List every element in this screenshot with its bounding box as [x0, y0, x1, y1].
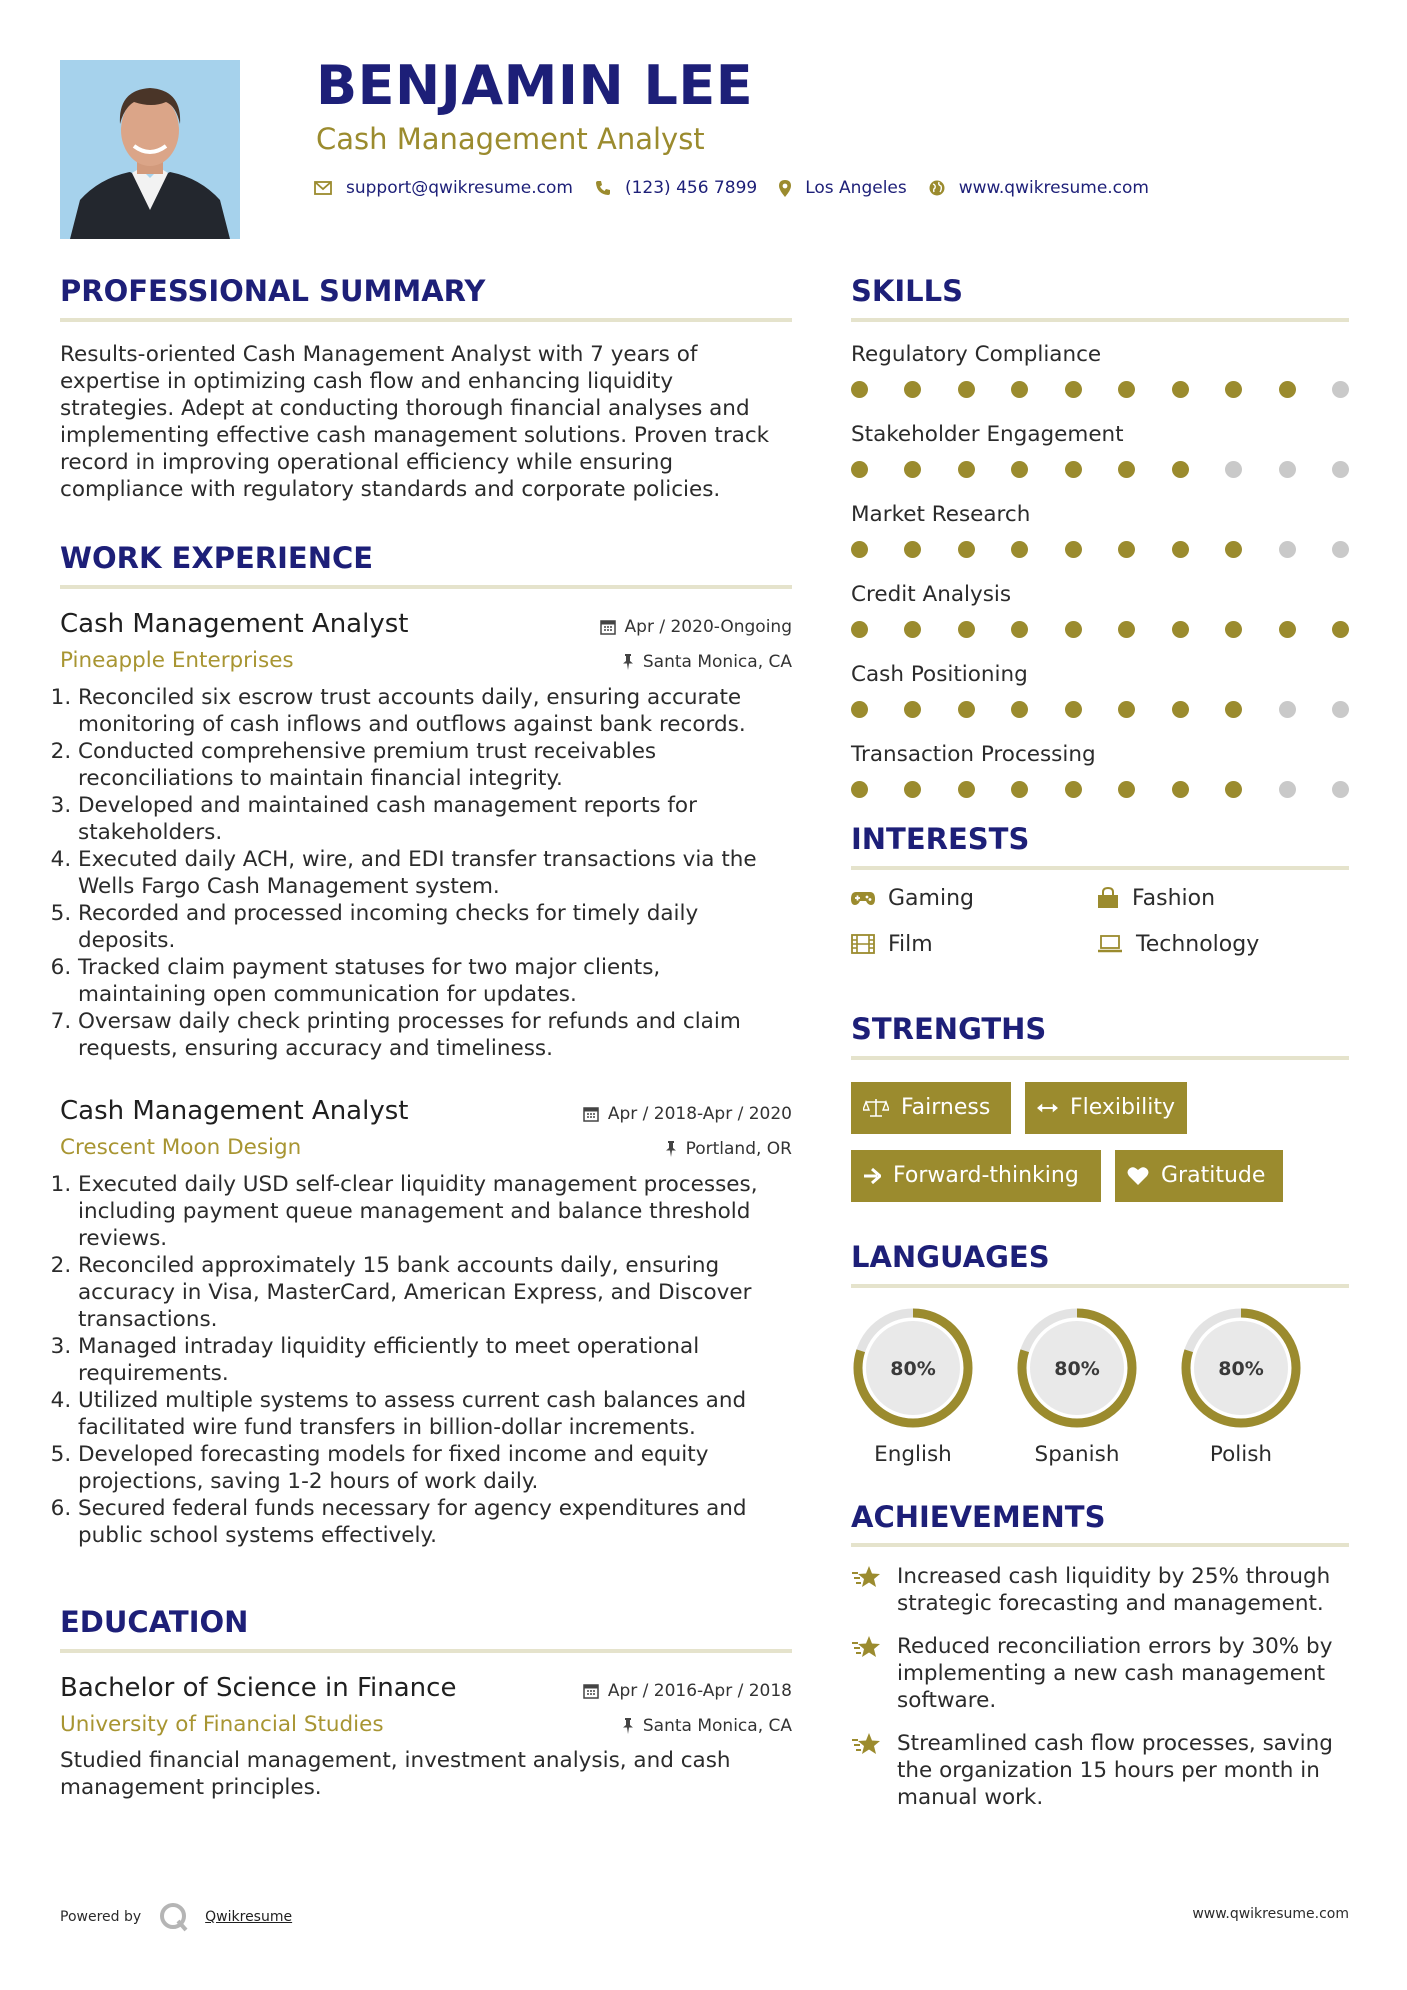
rating-dot: [1118, 381, 1135, 398]
list-item: 1. Executed daily USD self-clear liquidity management processes, including payment queue management and balance threshold reviews.: [78, 1171, 792, 1252]
rating-dot: [1172, 461, 1189, 478]
list-item: 4. Executed daily ACH, wire, and EDI transfer transactions via the Wells Fargo Cash Management system.: [78, 846, 792, 900]
skills-section: [851, 276, 1349, 798]
job-title: Cash Management Analyst: [60, 1095, 409, 1126]
skill-rating: [851, 701, 1349, 718]
contact-email[interactable]: [314, 178, 573, 198]
experience-section: [60, 540, 792, 1549]
strength-tag: [1115, 1150, 1283, 1202]
rating-dot: [1065, 541, 1082, 558]
language-name: Polish: [1209, 1441, 1273, 1467]
job-location-text: Santa Monica, CA: [642, 651, 792, 672]
left-column: [60, 276, 792, 1801]
job-date-text: Apr / 2020-Ongoing: [624, 616, 792, 637]
rating-dot: [851, 461, 868, 478]
rating-dot: [904, 701, 921, 718]
contact-phone-text: (123) 456 7899: [624, 178, 758, 198]
list-item: 3. Developed and maintained cash management reports for stakeholders.: [78, 792, 792, 846]
contact-website[interactable]: [929, 178, 1149, 198]
rating-dot: [1332, 781, 1349, 798]
calendar-icon: [583, 1106, 599, 1122]
rating-dot: [1279, 621, 1296, 638]
footer-website[interactable]: www.qwikresume.com: [1192, 1906, 1349, 1922]
skills-list: [851, 342, 1349, 798]
achievements-list: [851, 1563, 1349, 1811]
rating-dot: [1225, 701, 1242, 718]
rating-dot: [1065, 701, 1082, 718]
profile-photo: [60, 60, 240, 239]
strength-label: Gratitude: [1161, 1163, 1266, 1189]
calendar-icon: [583, 1683, 599, 1699]
skill-name: Regulatory Compliance: [851, 341, 1102, 367]
rating-dot: [1279, 701, 1296, 718]
experience-heading: WORK EXPERIENCE: [60, 543, 792, 589]
rating-dot: [1332, 701, 1349, 718]
rating-dot: [1172, 701, 1189, 718]
list-item: 1. Reconciled six escrow trust accounts daily, ensuring accurate monitoring of cash inflows and outflows against bank records.: [78, 684, 792, 738]
rating-dot: [1011, 461, 1028, 478]
rating-dot: [1065, 461, 1082, 478]
job-location: [665, 1139, 792, 1159]
job-date: [583, 1104, 792, 1124]
rating-dot: [1172, 781, 1189, 798]
list-item: 7. Oversaw daily check printing processes for refunds and claim requests, ensuring accuracy and timeliness.: [78, 1008, 792, 1062]
job-title: Cash Management Analyst: [60, 608, 409, 639]
strength-label: Fairness: [901, 1095, 991, 1121]
rating-dot: [1332, 381, 1349, 398]
rating-dot: [958, 541, 975, 558]
phone-icon: [595, 180, 611, 196]
envelope-icon: [314, 181, 332, 195]
skill-name: Transaction Processing: [851, 741, 1096, 767]
rating-dot: [1225, 461, 1242, 478]
interest-label: Film: [888, 931, 933, 957]
list-item: 4. Utilized multiple systems to assess current cash balances and facilitated wire fund transfers in billion-dollar increments.: [78, 1387, 792, 1441]
list-item: 6. Secured federal funds necessary for agency expenditures and public school systems effectively.: [78, 1495, 792, 1549]
rating-dot: [1011, 381, 1028, 398]
language-name: Spanish: [1034, 1441, 1120, 1467]
rating-dot: [1011, 781, 1028, 798]
rating-dot: [1279, 461, 1296, 478]
rating-dot: [851, 781, 868, 798]
pushpin-icon: [622, 1718, 634, 1734]
rating-dot: [1118, 621, 1135, 638]
achievements-section: [851, 1499, 1349, 1812]
skill-rating: [851, 461, 1349, 478]
rating-dot: [1225, 541, 1242, 558]
strengths-heading: STRENGTHS: [851, 1014, 1349, 1060]
map-pin-icon: [779, 180, 791, 197]
rating-dot: [851, 701, 868, 718]
list-item: 5. Recorded and processed incoming checks for timely daily deposits.: [78, 900, 792, 954]
interest-label: Gaming: [888, 885, 974, 911]
rating-dot: [904, 381, 921, 398]
language-name: English: [874, 1441, 952, 1467]
education-description: Studied financial management, investment analysis, and cash management principles.: [60, 1747, 731, 1800]
balance-scale-icon: [863, 1098, 889, 1118]
rating-dot: [958, 381, 975, 398]
job-company: Crescent Moon Design: [60, 1134, 302, 1160]
rating-dot: [1225, 381, 1242, 398]
education-location-text: Santa Monica, CA: [642, 1715, 792, 1736]
list-item: 2. Reconciled approximately 15 bank accounts daily, ensuring accuracy in Visa, MasterCard, American Express, and Discover transactions.: [78, 1252, 792, 1333]
summary-text: Results-oriented Cash Management Analyst with 7 years of expertise in optimizing cash flow and enhancing liquidity strategies. Adept at conducting thorough financial analyses and implementing effective cash management solutions. Proven track record in improving operational efficiency while ensuring compliance with regulatory standards and corporate policies.: [60, 341, 770, 502]
achievement-item: [851, 1730, 1349, 1811]
summary-section: [60, 276, 792, 503]
rating-dot: [1279, 781, 1296, 798]
languages-section: [851, 1239, 1349, 1476]
list-item: 6. Tracked claim payment statuses for two major clients, maintaining open communication for updates.: [78, 954, 792, 1008]
job-entry: [60, 609, 792, 1062]
education-heading: EDUCATION: [60, 1607, 792, 1653]
star-rating-icon: [851, 1565, 883, 1589]
gamepad-icon: [851, 890, 875, 906]
strength-tag: [1025, 1082, 1187, 1134]
contact-email-text: support@qwikresume.com: [346, 178, 573, 198]
candidate-name: BENJAMIN LEE: [316, 54, 754, 117]
language-item: [1015, 1306, 1139, 1467]
skills-heading: SKILLS: [851, 276, 1349, 322]
strength-label: Flexibility: [1070, 1095, 1175, 1121]
rating-dot: [1118, 781, 1135, 798]
right-column: [851, 276, 1349, 1811]
rating-dot: [1332, 621, 1349, 638]
language-ring: [1179, 1306, 1303, 1430]
star-rating-icon: [851, 1732, 883, 1756]
interests-section: [851, 821, 1349, 986]
strength-tag: [851, 1150, 1101, 1202]
rating-dot: [904, 621, 921, 638]
interests-list: [851, 886, 1349, 986]
rating-dot: [1172, 381, 1189, 398]
language-item: [1179, 1306, 1303, 1467]
strengths-list: [851, 1082, 1349, 1232]
interest-item: [851, 932, 933, 957]
rating-dot: [1118, 541, 1135, 558]
candidate-title: Cash Management Analyst: [316, 122, 705, 156]
rating-dot: [1225, 781, 1242, 798]
strengths-section: [851, 1011, 1349, 1232]
rating-dot: [1172, 621, 1189, 638]
rating-dot: [1065, 621, 1082, 638]
list-item: 2. Conducted comprehensive premium trust receivables reconciliations to maintain financial integrity.: [78, 738, 792, 792]
achievement-item: [851, 1633, 1349, 1714]
rating-dot: [958, 781, 975, 798]
rating-dot: [851, 541, 868, 558]
powered-by-label: Powered by: [60, 1909, 142, 1925]
interest-item: [851, 886, 974, 911]
education-section: [60, 1604, 792, 1801]
contact-bar: [314, 178, 1171, 198]
contact-website-text: www.qwikresume.com: [958, 178, 1149, 198]
skill-rating: [851, 781, 1349, 798]
language-percent: 80%: [1218, 1357, 1264, 1380]
achievements-heading: ACHIEVEMENTS: [851, 1502, 1349, 1548]
interest-item: [1097, 932, 1259, 957]
language-percent: 80%: [890, 1357, 936, 1380]
school-name: University of Financial Studies: [60, 1711, 384, 1737]
rating-dot: [958, 621, 975, 638]
languages-list: [851, 1306, 1349, 1476]
job-company: Pineapple Enterprises: [60, 647, 294, 673]
heart-icon: [1127, 1166, 1149, 1186]
education-location: [622, 1716, 792, 1736]
job-bullets: [60, 684, 792, 1062]
skill-name: Credit Analysis: [851, 581, 1012, 607]
degree-title: Bachelor of Science in Finance: [60, 1672, 457, 1703]
contact-location: [779, 178, 907, 198]
rating-dot: [1279, 381, 1296, 398]
rating-dot: [1011, 621, 1028, 638]
skill-name: Stakeholder Engagement: [851, 421, 1124, 447]
skill-name: Cash Positioning: [851, 661, 1028, 687]
strength-tag: [851, 1082, 1011, 1134]
rating-dot: [1118, 461, 1135, 478]
rating-dot: [851, 381, 868, 398]
rating-dot: [1011, 701, 1028, 718]
pushpin-icon: [665, 1141, 677, 1157]
arrow-right-icon: [863, 1167, 881, 1185]
rating-dot: [958, 701, 975, 718]
rating-dot: [1011, 541, 1028, 558]
film-icon: [851, 934, 875, 954]
job-location: [622, 652, 792, 672]
interest-label: Fashion: [1132, 885, 1216, 911]
rating-dot: [1225, 621, 1242, 638]
rating-dot: [1332, 461, 1349, 478]
interest-label: Technology: [1136, 931, 1260, 957]
language-ring: [851, 1306, 975, 1430]
rating-dot: [958, 461, 975, 478]
job-location-text: Portland, OR: [685, 1138, 792, 1159]
footer-powered-by: [60, 1902, 292, 1932]
rating-dot: [1065, 381, 1082, 398]
globe-icon: [929, 180, 945, 196]
interests-heading: INTERESTS: [851, 824, 1349, 870]
laptop-icon: [1097, 935, 1123, 953]
qwikresume-link[interactable]: Qwikresume: [205, 1909, 293, 1925]
interest-item: [1097, 886, 1215, 911]
arrows-horizontal-icon: [1037, 1101, 1058, 1115]
rating-dot: [904, 461, 921, 478]
list-item: 5. Developed forecasting models for fixed income and equity projections, saving 1-2 hours of work daily.: [78, 1441, 792, 1495]
shopping-bag-icon: [1097, 887, 1119, 909]
contact-phone[interactable]: [595, 178, 757, 198]
achievement-text: Increased cash liquidity by 25% through strategic forecasting and management.: [897, 1564, 1331, 1617]
language-ring: [1015, 1306, 1139, 1430]
skill-rating: [851, 381, 1349, 398]
rating-dot: [1332, 541, 1349, 558]
job-date: [600, 617, 792, 637]
rating-dot: [851, 621, 868, 638]
rating-dot: [1279, 541, 1296, 558]
pushpin-icon: [622, 654, 634, 670]
job-entry: [60, 1096, 792, 1549]
calendar-icon: [600, 619, 616, 635]
star-rating-icon: [851, 1635, 883, 1659]
rating-dot: [1172, 541, 1189, 558]
education-date-text: Apr / 2016-Apr / 2018: [607, 1680, 792, 1701]
rating-dot: [904, 541, 921, 558]
skill-rating: [851, 621, 1349, 638]
rating-dot: [904, 781, 921, 798]
skill-name: Market Research: [851, 501, 1031, 527]
languages-heading: LANGUAGES: [851, 1242, 1349, 1288]
strength-label: Forward-thinking: [893, 1163, 1079, 1189]
summary-heading: PROFESSIONAL SUMMARY: [60, 276, 792, 322]
achievement-text: Streamlined cash flow processes, saving the organization 15 hours per month in manual work.: [897, 1731, 1333, 1811]
rating-dot: [1065, 781, 1082, 798]
skill-rating: [851, 541, 1349, 558]
language-item: [851, 1306, 975, 1467]
education-date: [583, 1681, 792, 1701]
education-entry: [60, 1673, 792, 1801]
job-date-text: Apr / 2018-Apr / 2020: [607, 1103, 792, 1124]
list-item: 3. Managed intraday liquidity efficiently to meet operational requirements.: [78, 1333, 792, 1387]
rating-dot: [1118, 701, 1135, 718]
language-percent: 80%: [1054, 1357, 1100, 1380]
achievement-item: [851, 1563, 1349, 1617]
contact-location-text: Los Angeles: [805, 178, 907, 198]
achievement-text: Reduced reconciliation errors by 30% by implementing a new cash management software.: [897, 1634, 1333, 1714]
qwikresume-logo-icon: [159, 1902, 189, 1932]
job-bullets: [60, 1171, 792, 1549]
